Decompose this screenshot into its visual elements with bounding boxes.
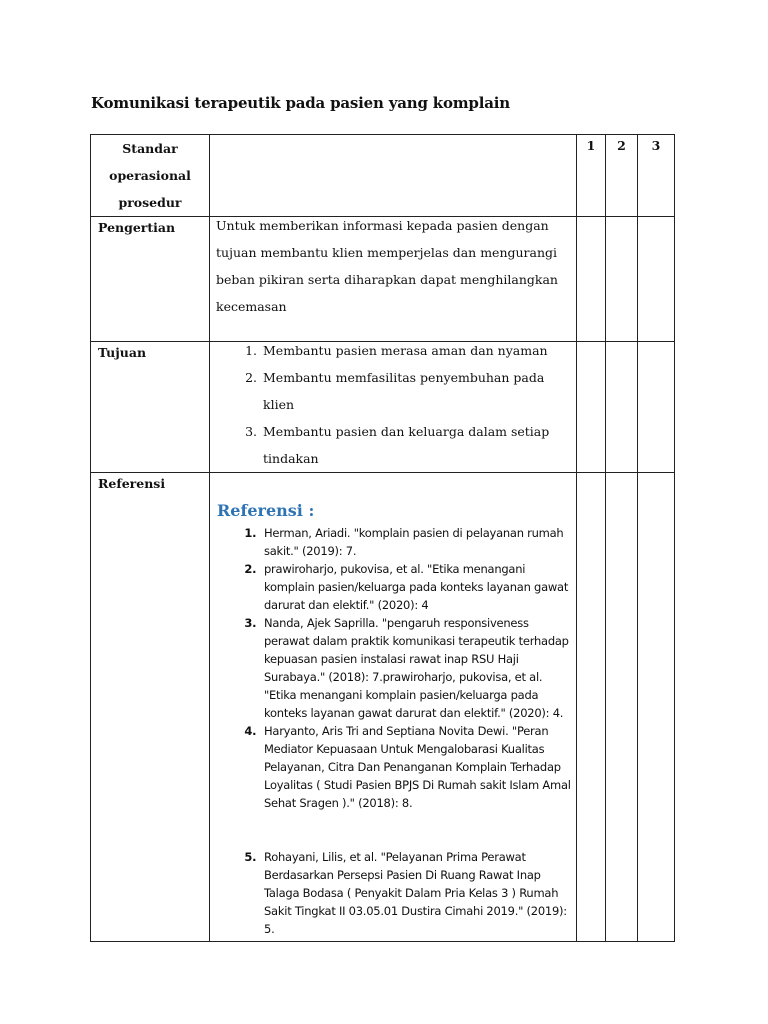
score-col-header-3 [638, 135, 675, 217]
tujuan-content-cell [210, 342, 577, 473]
reference-item: 3. Nanda, Ajek Saprilla. "pengaruh responsiveness perawat dalam praktik komunikasi terapeutik terhadap kepuasan pasien instalasi rawat inap RSU Haji Surabaya." (2018): 7.prawiroharjo, pukovisa, et al. "Etika menangani komplain pasien/keluarga pada konteks layanan gawat darurat dan elektif." (2020): 4. [260, 614, 576, 722]
header-label-line: Standar [122, 141, 178, 156]
score-cell [606, 342, 638, 473]
pengertian-label-cell [91, 217, 210, 342]
referensi-heading: Referensi : [217, 501, 315, 520]
document-title: Komunikasi terapeutik pada pasien yang komplain [91, 94, 510, 112]
score-cell [638, 342, 675, 473]
score-cell [577, 217, 606, 342]
pengertian-line: Untuk memberikan informasi kepada pasien dengan [216, 218, 549, 233]
score-cell [606, 473, 638, 942]
score-col-label: 1 [586, 138, 596, 153]
referensi-content-cell [210, 473, 577, 942]
reference-item: 2. prawiroharjo, pukovisa, et al. "Etika menangani komplain pasien/keluarga pada konteks layanan gawat darurat dan elektif." (2020): 4 [260, 560, 576, 614]
tujuan-row [91, 342, 675, 473]
header-label [91, 135, 209, 216]
score-cell [577, 473, 606, 942]
pengertian-line: beban pikiran serta diharapkan dapat menghilangkan [216, 272, 558, 287]
referensi-row [91, 473, 675, 942]
tujuan-item: 3. Membantu pasien dan keluarga dalam setiap tindakan [261, 418, 576, 472]
tujuan-list [210, 337, 576, 472]
header-row [91, 135, 675, 217]
score-cell [638, 217, 675, 342]
referensi-label: Referensi [98, 476, 166, 491]
tujuan-item: 2. Membantu memfasilitas penyembuhan pada klien [261, 364, 576, 418]
score-cell [606, 217, 638, 342]
pengertian-label: Pengertian [98, 220, 176, 235]
reference-item: 5. Rohayani, Lilis, et al. "Pelayanan Prima Perawat Berdasarkan Persepsi Pasien Di Ruang Rawat Inap Talaga Bodasa ( Penyakit Dalam Pria Kelas 3 ) Rumah Sakit Tingkat II 03.05.01 Dustira Cimahi 2019." (2019): 5. [260, 848, 576, 938]
score-col-header-2 [606, 135, 638, 217]
reference-item: 4. Haryanto, Aris Tri and Septiana Novita Dewi. "Peran Mediator Kepuasaan Untuk Mengalobarasi Kualitas Pelayanan, Citra Dan Penanganan Komplain Terhadap Loyalitas ( Studi Pasien BPJS Di Rumah sakit Islam Amal Sehat Sragen )." (2018): 8. [260, 722, 576, 812]
pengertian-row [91, 217, 675, 342]
pengertian-content-cell [210, 217, 577, 342]
tujuan-item: 1. Membantu pasien merasa aman dan nyaman [261, 337, 576, 364]
reference-list [210, 524, 576, 938]
score-col-label: 3 [651, 138, 661, 153]
sop-table [90, 134, 675, 942]
header-content-cell [210, 135, 577, 217]
referensi-label-cell [91, 473, 210, 942]
header-label-line: operasional [109, 168, 191, 183]
pengertian-line: tujuan membantu klien memperjelas dan mengurangi [216, 245, 558, 260]
header-label-line: prosedur [118, 195, 182, 210]
pengertian-text [210, 212, 576, 320]
tujuan-label-cell [91, 342, 210, 473]
score-col-label: 2 [617, 138, 626, 153]
pengertian-line: kecemasan [216, 299, 287, 314]
reference-item: 1. Herman, Ariadi. "komplain pasien di pelayanan rumah sakit." (2019): 7. [260, 524, 576, 560]
header-label-cell [91, 135, 210, 217]
tujuan-label: Tujuan [98, 345, 147, 360]
score-col-header-1 [577, 135, 606, 217]
score-cell [577, 342, 606, 473]
score-cell [638, 473, 675, 942]
